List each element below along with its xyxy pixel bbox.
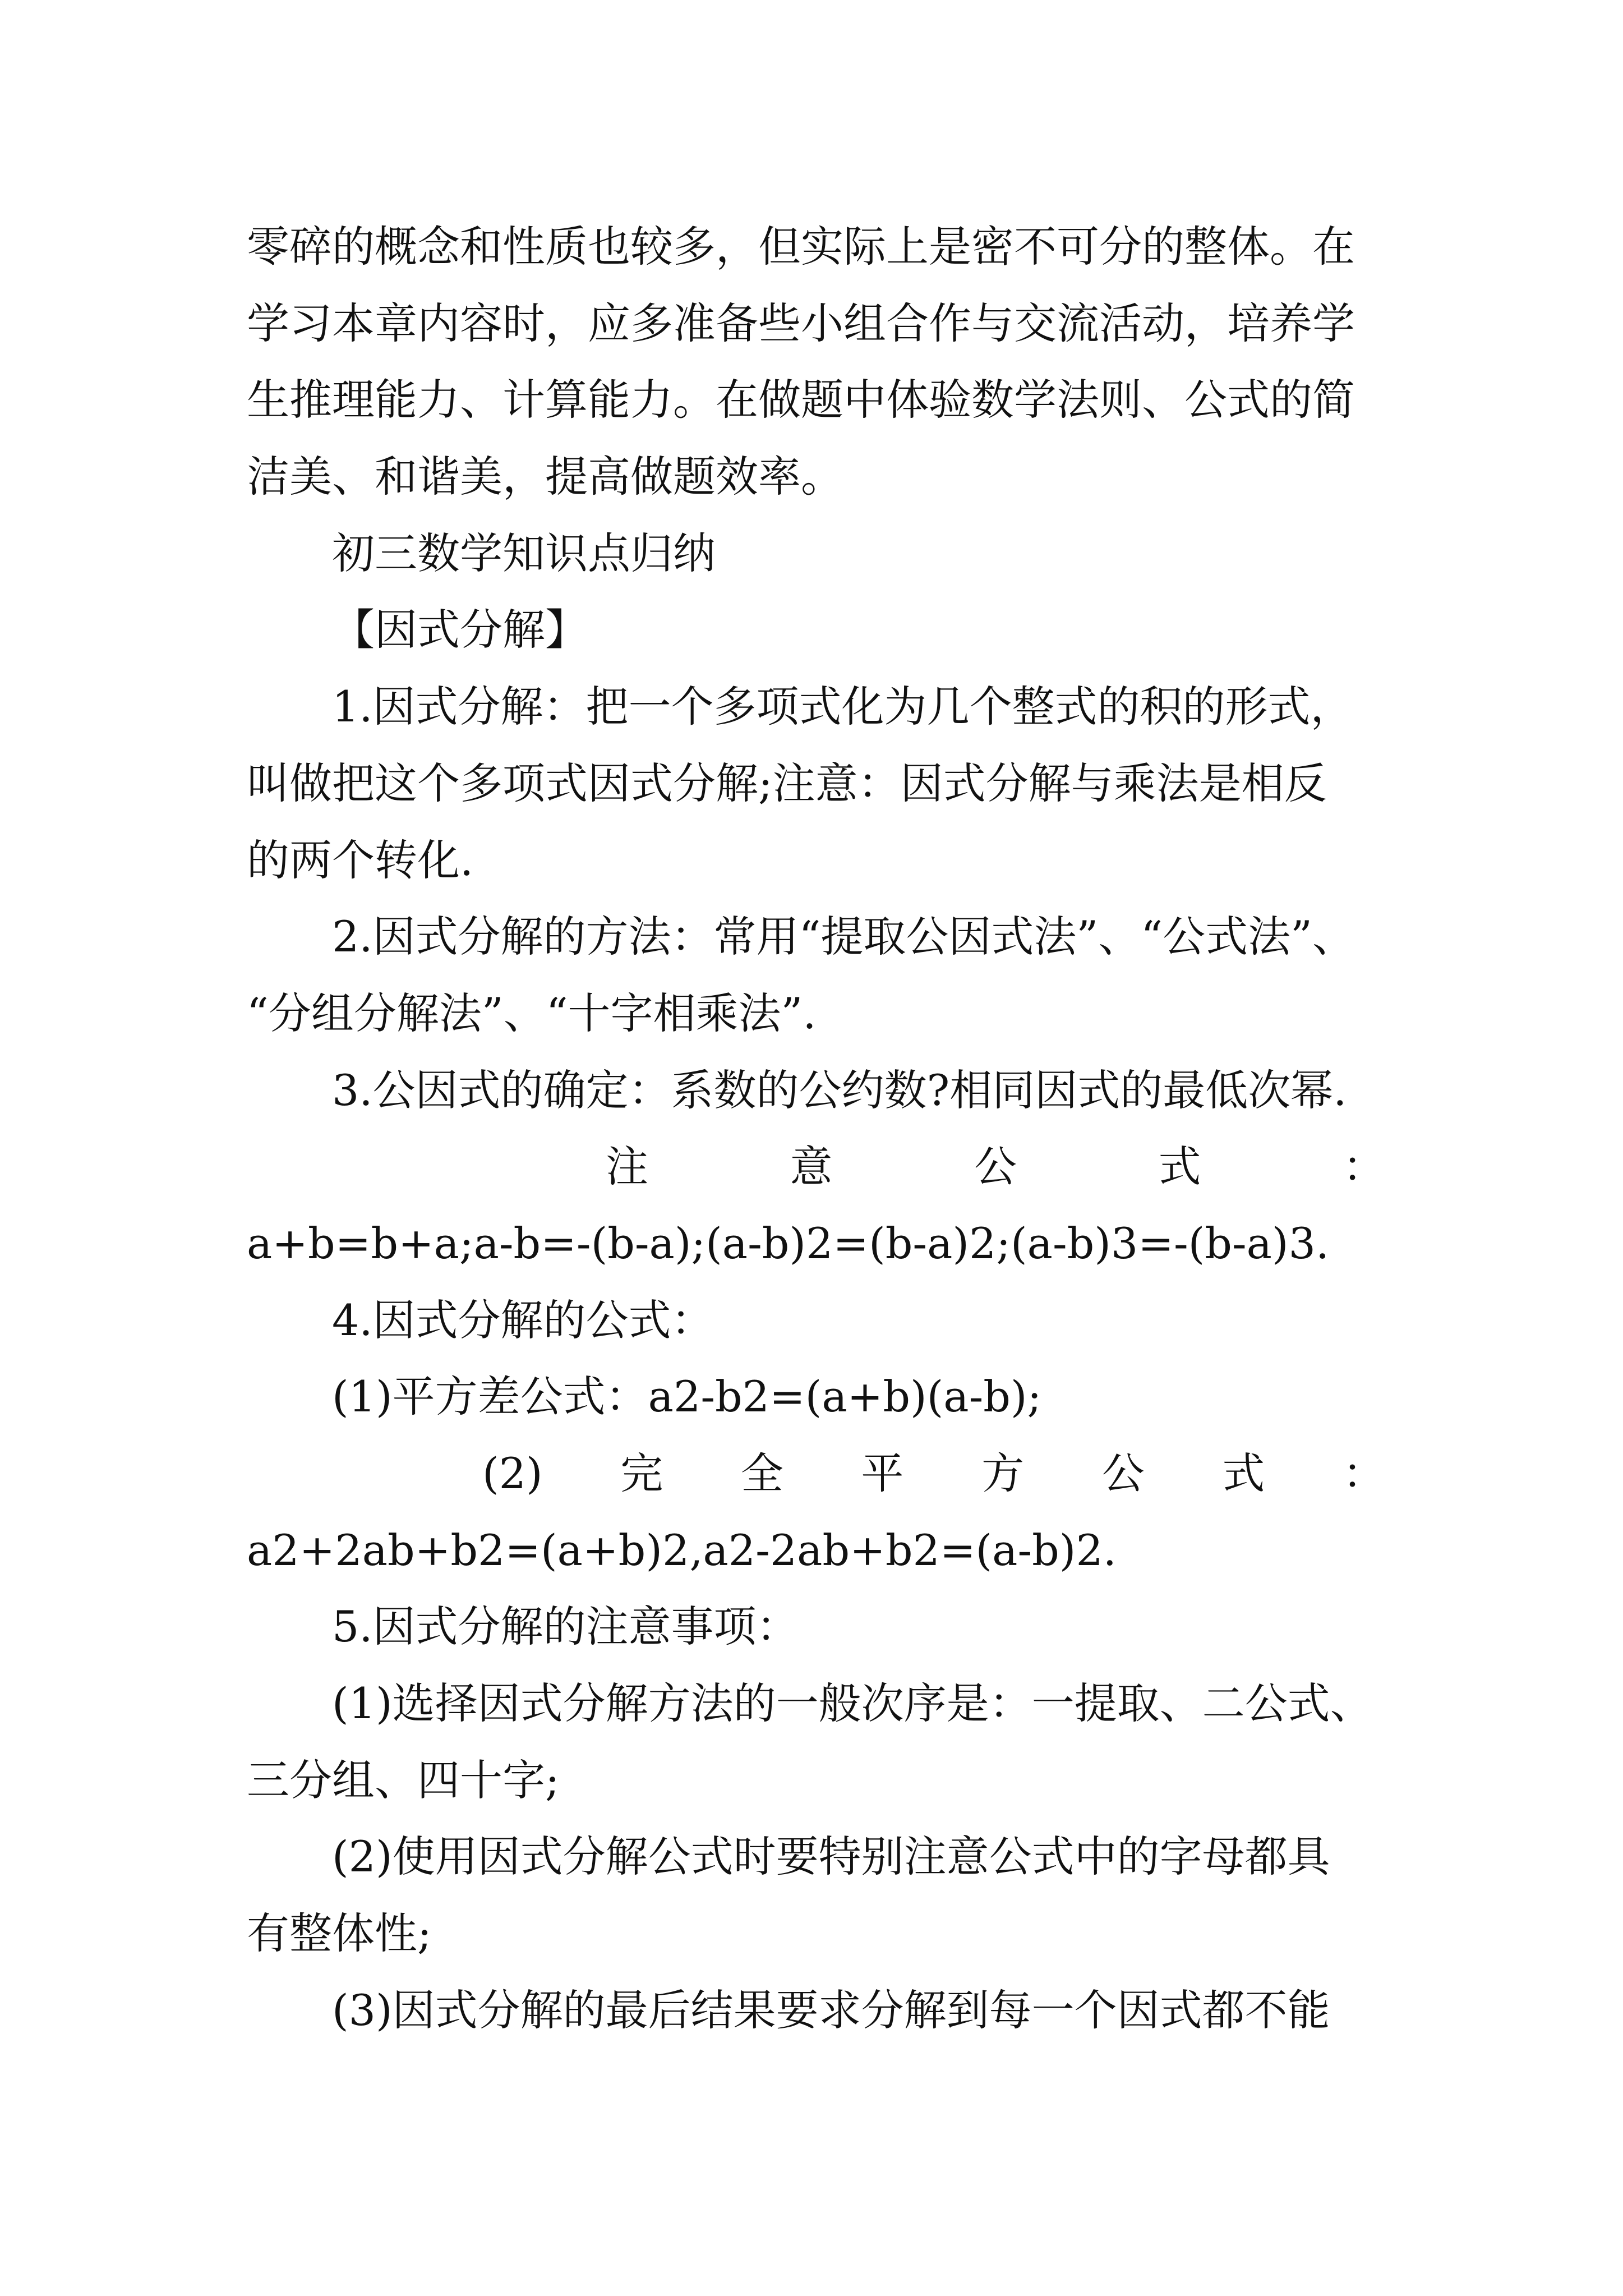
- text-line: 2.因式分解的方法：常用“提取公因式法”、“公式法”、: [332, 912, 1355, 962]
- text-line: (2)使用因式分解公式时要特别注意公式中的字母都具: [332, 1832, 1330, 1882]
- item-1: [247, 669, 1385, 899]
- text-line: 零碎的概念和性质也较多，但实际上是密不可分的整体。在: [247, 222, 1355, 272]
- text-line: 学习本章内容时，应多准备些小组合作与交流活动，培养学: [247, 298, 1355, 348]
- paragraph-intro: [247, 209, 1385, 516]
- spread-char: 式: [1222, 1448, 1265, 1498]
- item-5-2: [247, 1819, 1385, 1972]
- text-line: 有整体性;: [247, 1908, 432, 1959]
- note-formula: a+b=b+a;a-b=-(b-a);(a-b)2=(b-a)2;(a-b)3=-(b-a)3.: [247, 1218, 1330, 1268]
- spread-char: 公: [974, 1142, 1017, 1192]
- spread-char: 意: [790, 1142, 833, 1192]
- note-formula-label: [247, 1129, 1385, 1205]
- spread-char: 全: [740, 1448, 783, 1498]
- item-5-1: [247, 1665, 1385, 1819]
- spread-char: ：: [1343, 1142, 1385, 1192]
- document-page: [247, 209, 1385, 2049]
- text-line: 洁美、和谐美，提高做题效率。: [247, 452, 843, 502]
- spread-char: ：: [1342, 1448, 1385, 1498]
- spread-char: 式: [1158, 1142, 1201, 1192]
- item-4-2-label: [247, 1435, 1385, 1512]
- item-5: 5.因式分解的注意事项：: [332, 1602, 799, 1652]
- text-line: (1)选择因式分解方法的一般次序是：一提取、二公式、: [332, 1678, 1373, 1729]
- spread-char: 完: [620, 1448, 663, 1498]
- text-line: 1.因式分解：把一个多项式化为几个整式的积的形式，: [332, 682, 1353, 732]
- spread-char: 公: [1101, 1448, 1145, 1498]
- spread-char: 注: [606, 1142, 648, 1192]
- item-2: [247, 899, 1385, 1052]
- text-line: 的两个转化.: [247, 835, 474, 885]
- item-4: 4.因式分解的公式：: [332, 1295, 714, 1345]
- spread-char: 方: [981, 1448, 1025, 1498]
- section-heading: 初三数学知识点归纳: [332, 528, 716, 578]
- text-line: 叫做把这个多项式因式分解;注意：因式分解与乘法是相反: [247, 758, 1327, 808]
- item-3: 3.公因式的确定：系数的公约数?相同因式的最低次幂.: [332, 1065, 1347, 1115]
- text-line: 三分组、四十字;: [247, 1755, 560, 1805]
- item-4-1: (1)平方差公式：a2-b2=(a+b)(a-b);: [332, 1372, 1042, 1422]
- item-4-2-formula: a2+2ab+b2=(a+b)2,a2-2ab+b2=(a-b)2.: [247, 1525, 1117, 1575]
- section-title: 【因式分解】: [332, 605, 588, 655]
- spread-char: (2): [482, 1448, 543, 1498]
- text-line: “分组分解法”、“十字相乘法”.: [247, 988, 817, 1038]
- text-line: 生推理能力、计算能力。在做题中体验数学法则、公式的简: [247, 375, 1355, 425]
- item-5-3: (3)因式分解的最后结果要求分解到每一个因式都不能: [332, 1985, 1330, 2035]
- spread-char: 平: [861, 1448, 904, 1498]
